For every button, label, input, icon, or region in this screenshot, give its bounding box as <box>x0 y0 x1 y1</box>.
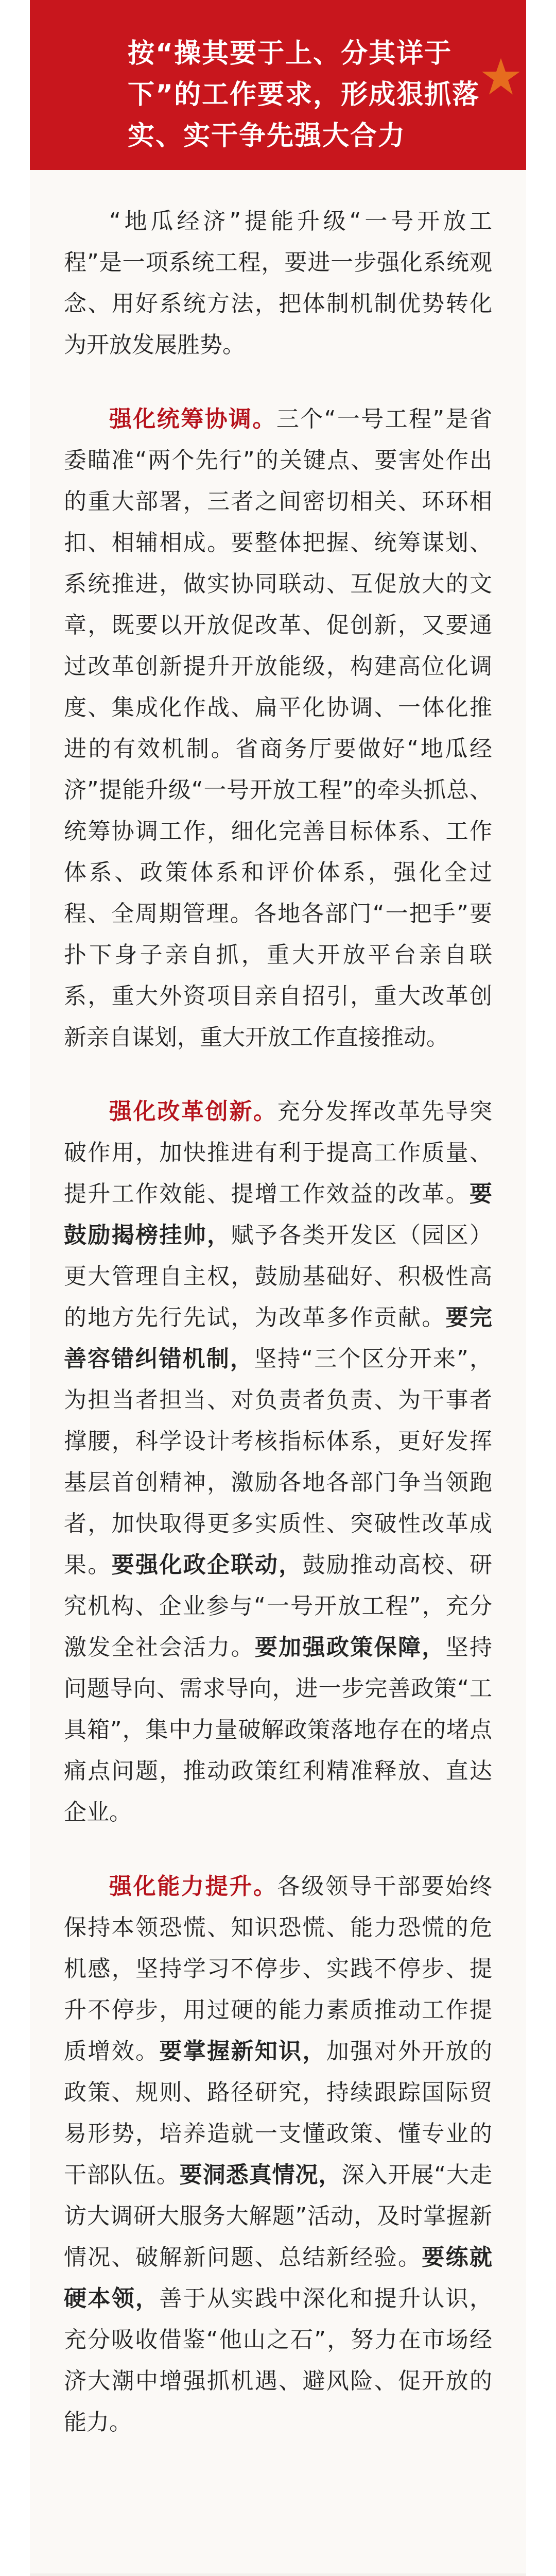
source-note <box>30 2573 526 2576</box>
section-heading-coordination: 强化统筹协调。 <box>109 406 276 432</box>
paragraph-coordination <box>64 399 492 1058</box>
paragraph-intro <box>64 201 492 366</box>
key-point: 要练就硬本领， <box>64 2244 493 2312</box>
key-point: 要加强政策保障， <box>254 1634 446 1660</box>
key-point: 要完善容错纠错机制， <box>64 1304 493 1372</box>
key-point: 要鼓励揭榜挂帅， <box>64 1181 492 1248</box>
paragraph-text: 赋予各类开发区（园区）更大管理自主权，鼓励基础好、积极性高的地方先行先试，为改革多作贡献。 <box>64 1222 493 1331</box>
key-point: 要掌握新知识， <box>159 2038 326 2064</box>
paragraph-text: 坚持问题导向、需求导向，进一步完善政策“工具箱”，集中力量破解政策落地存在的堵点痛点问题，推动政策红利精准释放、直达企业。 <box>64 1634 493 1825</box>
star-icon <box>480 56 522 98</box>
paragraph-text: 深入开展“大走访大调研大服务大解题”活动，及时掌握新情况、破解新问题、总结新经验。 <box>64 2162 493 2270</box>
paragraph-text: 坚持“三个区分开来”，为担当者担当、对负责者负责、为干事者撑腰，科学设计考核指标体系，更好发挥基层首创精神，激励各地各部门争当领跑者，加快取得更多实质性、突破性改革成果。 <box>64 1346 493 1578</box>
paragraph-text: 充分发挥改革先导突破作用，加快推进有利于提高工作质量、提升工作效能、提增工作效益的改革。 <box>64 1098 493 1207</box>
paragraph-text: 加强对外开放的政策、规则、路径研究，持续跟踪国际贸易形势，培养造就一支懂政策、懂专业的干部队伍。 <box>64 2038 493 2188</box>
paragraph-text: 善于从实践中深化和提升认识，充分吸收借鉴“他山之石”，努力在市场经济大潮中增强抓机遇、避风险、促开放的能力。 <box>64 2285 493 2435</box>
banner-title: 按“操其要于上、分其详于下”的工作要求，形成狠抓落实、实干争先强大合力 <box>128 38 480 151</box>
header-banner <box>30 0 526 170</box>
article-body <box>30 170 526 2573</box>
paragraph-text: 鼓励推动高校、研究机构、企业参与“一号开放工程”，充分激发全社会活力。 <box>64 1552 493 1660</box>
key-point: 要洞悉真情况， <box>179 2162 342 2188</box>
paragraph-text: 三个“一号工程”是省委瞄准“两个先行”的关键点、要害处作出的重大部署，三者之间密切相关、环环相扣、相辅相成。要整体把握、统筹谋划、系统推进，做实协同联动、互促放大的文章，既要以开放促改革、促创新，又要通过改革创新提升开放能级，构建高位化调度、集成化作战、扁平化协调、一体化推进的有效机制。省商务厅要做好“地瓜经济”提能升级“一号开放工程”的牵头抓总、统筹协调工作，细化完善目标体系、工作体系、政策体系和评价体系，强化全过程、全周期管理。各地各部门“一把手”要扑下身子亲自抓，重大开放平台亲自联系，重大外资项目亲自招引，重大改革创新亲自谋划，重大开放工作直接推动。 <box>64 406 493 1050</box>
paragraph-reform <box>64 1091 492 1833</box>
key-point: 要强化政企联动， <box>111 1552 303 1578</box>
paragraph-text: “地瓜经济”提能升级“一号开放工程”是一项系统工程，要进一步强化系统观念、用好系统方法，把体制机制优势转化为开放发展胜势。 <box>64 208 492 358</box>
section-heading-capability: 强化能力提升。 <box>109 1873 277 1900</box>
paragraph-text: 各级领导干部要始终保持本领恐慌、知识恐慌、能力恐慌的危机感，坚持学习不停步、实践不停步、提升不停步，用过硬的能力素质推动工作提质增效。 <box>64 1873 493 2064</box>
section-heading-reform: 强化改革创新。 <box>109 1098 277 1125</box>
paragraph-capability <box>64 1866 492 2443</box>
